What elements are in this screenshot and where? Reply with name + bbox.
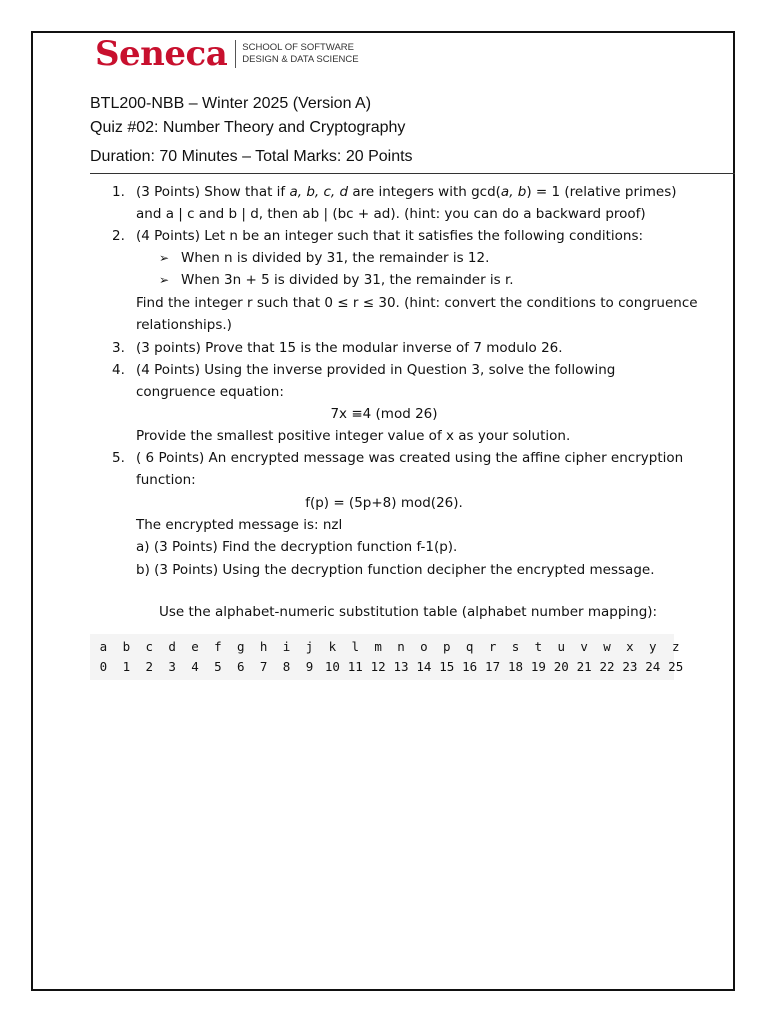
- alphabet-number-cell: 23: [622, 659, 638, 674]
- alphabet-letter-cell: n: [397, 639, 405, 654]
- arrow-bullet-icon: ➢: [159, 273, 170, 287]
- q1-line1: (3 Points) Show that if a, b, c, d are integers with gcd(a, b) = 1 (relative primes): [136, 184, 677, 200]
- alphabet-number-cell: 9: [305, 659, 314, 674]
- alphabet-number-cell: 25: [668, 659, 684, 674]
- alphabet-number-cell: 20: [553, 659, 569, 674]
- alphabet-letter-cell: w: [603, 639, 611, 654]
- alphabet-number-cell: 17: [485, 659, 501, 674]
- alphabet-number-cell: 6: [237, 659, 245, 674]
- q2-number: 2.: [112, 228, 125, 244]
- q4-line3: Provide the smallest positive integer value of x as your solution.: [136, 428, 571, 444]
- alphabet-letter-cell: e: [191, 639, 199, 654]
- alphabet-letter-cell: g: [237, 639, 245, 654]
- q4-number: 4.: [112, 362, 125, 378]
- alphabet-number-cell: 8: [282, 659, 291, 674]
- q4-equation: 7x ≡4 (mod 26): [330, 406, 438, 422]
- q2-bullet1: When n is divided by 31, the remainder is 12.: [181, 250, 490, 266]
- alphabet-letter-cell: v: [580, 639, 588, 654]
- alphabet-number-cell: 18: [507, 659, 523, 674]
- logo-subtitle-line1: SCHOOL OF SOFTWARE: [242, 42, 354, 53]
- alphabet-number-cell: 2: [145, 659, 153, 674]
- alphabet-letter-cell: s: [511, 639, 520, 654]
- alphabet-number-cell: 15: [439, 659, 455, 674]
- header-divider: [90, 173, 735, 174]
- course-title: BTL200-NBB – Winter 2025 (Version A): [90, 95, 372, 112]
- q4-line1: (4 Points) Using the inverse provided in Question 3, solve the following: [136, 362, 616, 378]
- q3-number: 3.: [112, 340, 125, 356]
- alphabet-letter-cell: j: [305, 639, 314, 654]
- q2-line3: relationships.): [136, 317, 232, 333]
- alphabet-letter-cell: c: [145, 639, 153, 654]
- alphabet-number-cell: 1: [122, 659, 131, 674]
- q5-table-intro: Use the alphabet-numeric substitution table (alphabet number mapping):: [159, 604, 658, 620]
- alphabet-number-cell: 5: [214, 659, 222, 674]
- q2-bullet2: When 3n + 5 is divided by 31, the remainder is r.: [181, 272, 514, 288]
- alphabet-letter-cell: m: [374, 639, 382, 654]
- q2-line2: Find the integer r such that 0 ≤ r ≤ 30. (hint: convert the conditions to congruence: [136, 295, 698, 311]
- alphabet-number-cell: 0: [99, 659, 108, 674]
- alphabet-letter-cell: r: [488, 639, 497, 654]
- q5-number: 5.: [112, 450, 125, 466]
- q5-equation: f(p) = (5p+8) mod(26).: [305, 495, 463, 511]
- alphabet-number-cell: 12: [370, 659, 386, 674]
- alphabet-letter-cell: y: [649, 639, 657, 654]
- quiz-title: Quiz #02: Number Theory and Cryptography: [90, 119, 406, 136]
- alphabet-letter-cell: z: [671, 639, 680, 654]
- q5-line2: function:: [136, 472, 196, 488]
- alphabet-number-cell: 24: [645, 659, 661, 674]
- q5-line1: ( 6 Points) An encrypted message was created using the affine cipher encryption: [136, 450, 684, 466]
- alphabet-letter-cell: t: [534, 639, 543, 654]
- q4-line2: congruence equation:: [136, 384, 284, 400]
- q5-part-a: a) (3 Points) Find the decryption function f-1(p).: [136, 539, 458, 555]
- logo-subtitle-line2: DESIGN & DATA SCIENCE: [242, 54, 359, 65]
- alphabet-letter-cell: b: [122, 639, 131, 654]
- alphabet-number-cell: 19: [530, 659, 546, 674]
- alphabet-number-cell: 14: [416, 659, 432, 674]
- q1-line2: and a | c and b | d, then ab | (bc + ad). (hint: you can do a backward proof): [136, 206, 646, 222]
- q2-line1: (4 Points) Let n be an integer such that it satisfies the following conditions:: [136, 228, 644, 244]
- arrow-bullet-icon: ➢: [159, 251, 170, 265]
- alphabet-letters-row: [92, 639, 687, 654]
- alphabet-letter-cell: d: [168, 639, 176, 654]
- alphabet-number-cell: 16: [462, 659, 478, 674]
- alphabet-letter-cell: p: [443, 639, 451, 654]
- logo-subtitle: [242, 42, 358, 66]
- alphabet-letter-cell: u: [557, 639, 566, 654]
- alphabet-number-cell: 11: [347, 659, 363, 674]
- alphabet-number-cell: 4: [191, 659, 199, 674]
- alphabet-letter-cell: i: [282, 639, 291, 654]
- alphabet-number-cell: 22: [599, 659, 615, 674]
- seneca-logo: [95, 34, 359, 74]
- q5-message: The encrypted message is: nzl: [136, 517, 343, 533]
- q1-number: 1.: [112, 184, 125, 200]
- alphabet-letter-cell: f: [214, 639, 222, 654]
- q3-text: (3 points) Prove that 15 is the modular inverse of 7 modulo 26.: [136, 340, 563, 356]
- alphabet-numbers-row: [92, 659, 687, 674]
- alphabet-letter-cell: l: [351, 639, 359, 654]
- alphabet-number-cell: 3: [168, 659, 176, 674]
- alphabet-number-cell: 7: [259, 659, 268, 674]
- duration-line: Duration: 70 Minutes – Total Marks: 20 Points: [90, 148, 413, 165]
- alphabet-letter-cell: o: [420, 639, 428, 654]
- alphabet-letter-cell: a: [99, 639, 108, 654]
- q5-part-b: b) (3 Points) Using the decryption function decipher the encrypted message.: [136, 562, 655, 578]
- logo-divider: [235, 40, 236, 68]
- alphabet-letter-cell: q: [465, 639, 474, 654]
- alphabet-number-cell: 21: [576, 659, 592, 674]
- alphabet-number-cell: 10: [324, 659, 340, 674]
- alphabet-letter-cell: x: [626, 639, 634, 654]
- alphabet-letter-cell: k: [328, 639, 337, 654]
- alphabet-number-cell: 13: [393, 659, 409, 674]
- logo-wordmark: Seneca: [95, 34, 228, 74]
- alphabet-letter-cell: h: [259, 639, 268, 654]
